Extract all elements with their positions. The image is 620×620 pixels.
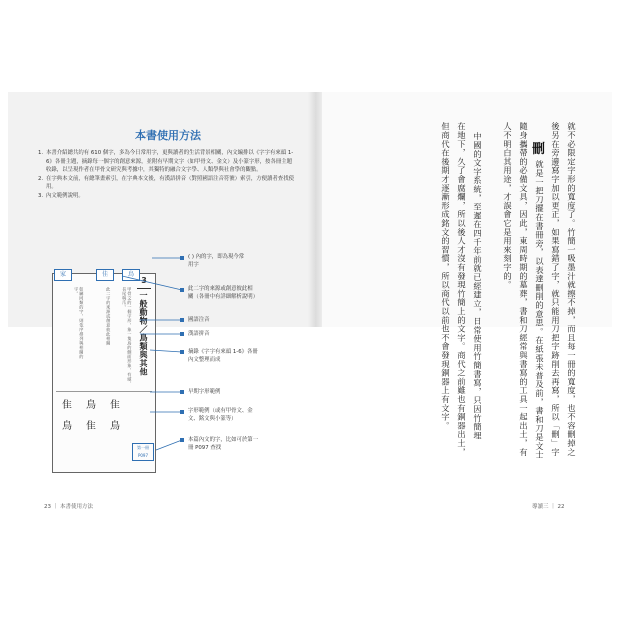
page-title: 本書使用方法	[135, 129, 201, 142]
text-column: 中國的文字系統，至遲在四千年前就已經建立，日常使用竹簡書寫，只因竹簡埋	[473, 132, 483, 440]
glyph-sample: 鳥	[62, 421, 72, 432]
page-folio-right: 導讀三 ｜ 22	[532, 504, 565, 510]
example-diagram	[52, 243, 156, 473]
annotation: 此二字的來源或創意彼此相關（各冊中有詳細解析說明）	[188, 286, 259, 300]
glyph-sample: 隹	[86, 421, 96, 432]
intro-item	[38, 192, 296, 201]
connector-dot	[180, 438, 184, 442]
text-column: 就是一把刀擺在書冊旁，以表達刪削的意思。在紙張未普及前，書和刀是文士	[535, 160, 545, 460]
glyph-sample: 鳥	[86, 400, 96, 411]
annotation: 字形範例（或有甲骨文、金文、銘文與小篆等）	[188, 408, 253, 422]
intro-item-number: 2.	[38, 175, 44, 182]
glyph-sample: 隹	[110, 400, 120, 411]
annotation: ( ) 內的字，即為現今常用字	[188, 254, 245, 268]
glyph-sample: 隹	[62, 400, 72, 411]
text-column: 後另在旁邊寫字加以更正，如果寫錯了字，就只能用刀把字跡削去再寫，所以「刪」字	[551, 122, 561, 457]
intro-item-text: 內文範例說明。	[46, 192, 84, 199]
annotation: 本篇內文的字，比如可於第一冊 P097 查找	[188, 437, 259, 451]
page-folio-left: 23 ｜ 本書使用方法	[44, 504, 93, 510]
diagram-head-label: 鳥	[122, 269, 140, 281]
text-column: 但商代在後期才逐漸形成銘文的習慣，所以商代以前也不會發現銅器上有文字。	[441, 122, 451, 430]
divider	[56, 391, 152, 392]
annotation: 國語注音	[188, 317, 210, 323]
section-title: 一般動物／鳥類與其他	[139, 291, 148, 376]
connector-line	[156, 440, 182, 450]
connector-dot	[180, 410, 184, 414]
connector-dot	[180, 332, 184, 336]
text-column: 隨身攜帶的必備文具，因此，東周時期的墓葬，書和刀經常與書寫的工具一起出土，有	[519, 122, 529, 457]
text-column: 在地下，久了會腐爛，所以後人才沒有發現竹簡上的文字。商代之前雖也有銅器出土，	[457, 122, 467, 457]
connector-dot	[180, 390, 184, 394]
intro-item-text: 本書介紹總共約有 610 個字，多為今日常用字，更與讀者的生活背景相關，內文編排以《字字有來頭 1-6》各冊主題，摘錄每一個字的創意來源，並附有早期文字（如甲骨文、金文）及小篆字形，按各冊主題收錄，以呈現作者在甲骨文研究與考據中，其獨特的融合文字學、人類學與社會學的觀點。	[46, 150, 294, 174]
intro-item	[38, 175, 296, 192]
connector-dot	[180, 350, 184, 354]
diagram-body-text: 如屬同類的字，則依序排列與相關的字。	[74, 287, 85, 359]
intro-item-text: 在字典本文前，有總筆畫索引，在字典本文後，有漢語拼音（對照國語注音符號）索引，方便讀者查找使用。	[46, 175, 294, 191]
diagram-head-label: 佳	[96, 269, 114, 281]
diagram-head-label: 家	[54, 269, 72, 281]
annotation: 漢語拼音	[188, 331, 210, 337]
intro-list	[38, 149, 296, 201]
section-number: 3	[137, 276, 151, 289]
annotation: 摘錄《字字有來頭 1-6》各冊內文整理而成	[188, 349, 258, 363]
annotation: 早期字形範例	[188, 389, 221, 395]
text-column: 就不必限定字形的寬度了。竹簡一吸墨汁就擦不掉，而且每一冊的寬度，也不容刪掉之	[567, 122, 577, 457]
seal-glyph: 刪	[532, 142, 546, 157]
diagram-body-text: 此二字的來源或創意彼此相關	[106, 287, 112, 346]
glyph-sample: 鳥	[110, 421, 120, 432]
intro-item	[38, 149, 296, 175]
diagram-page-ref: 第一冊 P097	[132, 443, 154, 461]
intro-item-number: 3.	[38, 192, 44, 199]
diagram-body-text: 甲骨文的一個字形，象一隻鳥的側面形象，有頭、長尾與爪。	[122, 287, 133, 386]
text-column: 人不明白其用途，才誤會它是用來刻字的。	[503, 122, 513, 290]
book-gutter	[308, 92, 322, 327]
intro-item-number: 1.	[38, 150, 44, 156]
